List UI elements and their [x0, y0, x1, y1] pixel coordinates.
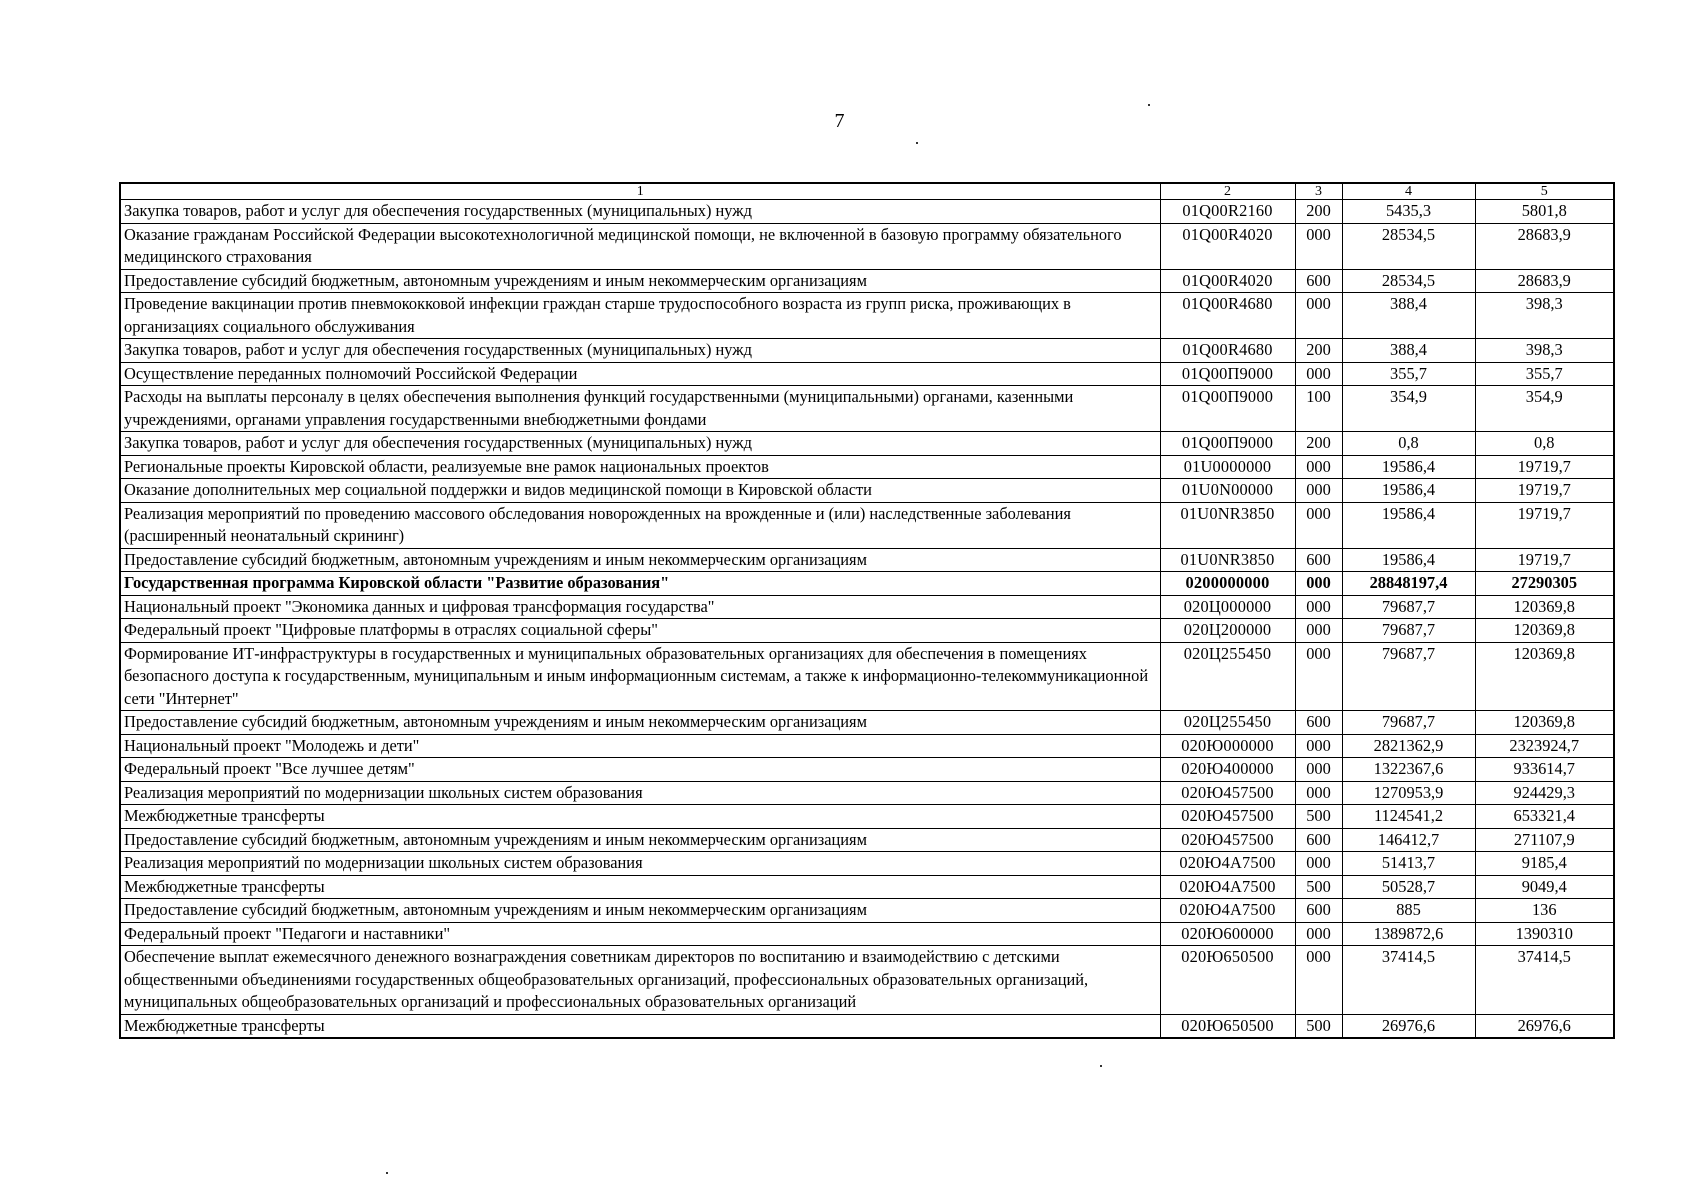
table-row: [120, 293, 1614, 339]
amount-year-2-cell: 19719,7: [1475, 502, 1614, 548]
header-cell-5: 5: [1475, 183, 1614, 200]
amount-year-1-cell: 2821362,9: [1342, 734, 1475, 758]
table-row: [120, 339, 1614, 363]
table-row: [120, 1014, 1614, 1038]
table-row: [120, 781, 1614, 805]
expense-type-code-cell: 000: [1295, 223, 1342, 269]
scan-speck: [1148, 104, 1150, 106]
row-name-cell: Предоставление субсидий бюджетным, автономным учреждениям и иным некоммерческим организациям: [120, 828, 1160, 852]
table-row: [120, 642, 1614, 711]
expense-type-code-cell: 100: [1295, 386, 1342, 432]
target-article-code-cell: 01Q00R2160: [1160, 200, 1295, 224]
amount-year-2-cell: 120369,8: [1475, 619, 1614, 643]
amount-year-1-cell: 19586,4: [1342, 455, 1475, 479]
amount-year-2-cell: 28683,9: [1475, 269, 1614, 293]
row-name-cell: Реализация мероприятий по модернизации школьных систем образования: [120, 852, 1160, 876]
table-row: [120, 200, 1614, 224]
target-article-code-cell: 01U0NR3850: [1160, 548, 1295, 572]
expense-type-code-cell: 000: [1295, 595, 1342, 619]
target-article-code-cell: 020Ю650500: [1160, 1014, 1295, 1038]
amount-year-2-cell: 355,7: [1475, 362, 1614, 386]
expense-type-code-cell: 600: [1295, 828, 1342, 852]
row-name-cell: Национальный проект "Экономика данных и цифровая трансформация государства": [120, 595, 1160, 619]
table-row: [120, 362, 1614, 386]
row-name-cell: Федеральный проект "Педагоги и наставники": [120, 922, 1160, 946]
amount-year-1-cell: 19586,4: [1342, 548, 1475, 572]
amount-year-2-cell: 271107,9: [1475, 828, 1614, 852]
amount-year-1-cell: 388,4: [1342, 293, 1475, 339]
target-article-code-cell: 0200000000: [1160, 572, 1295, 596]
amount-year-2-cell: 19719,7: [1475, 455, 1614, 479]
table-row: [120, 734, 1614, 758]
table-row: [120, 269, 1614, 293]
target-article-code-cell: 020Ю4А7500: [1160, 852, 1295, 876]
row-name-cell: Оказание гражданам Российской Федерации высокотехнологичной медицинской помощи, не включенной в базовую программу обязательного медицинского страхования: [120, 223, 1160, 269]
target-article-code-cell: 01Q00R4020: [1160, 269, 1295, 293]
target-article-code-cell: 020Ю000000: [1160, 734, 1295, 758]
amount-year-2-cell: 2323924,7: [1475, 734, 1614, 758]
table-row: [120, 432, 1614, 456]
table-row: [120, 852, 1614, 876]
amount-year-1-cell: 1270953,9: [1342, 781, 1475, 805]
expense-type-code-cell: 600: [1295, 269, 1342, 293]
table-row: [120, 875, 1614, 899]
row-name-cell: Проведение вакцинации против пневмококковой инфекции граждан старше трудоспособного возраста из групп риска, проживающих в организациях социального обслуживания: [120, 293, 1160, 339]
row-name-cell: Государственная программа Кировской области "Развитие образования": [120, 572, 1160, 596]
row-name-cell: Федеральный проект "Все лучшее детям": [120, 758, 1160, 782]
target-article-code-cell: 01Q00П9000: [1160, 362, 1295, 386]
expense-type-code-cell: 600: [1295, 548, 1342, 572]
amount-year-1-cell: 28848197,4: [1342, 572, 1475, 596]
amount-year-1-cell: 885: [1342, 899, 1475, 923]
amount-year-2-cell: 136: [1475, 899, 1614, 923]
amount-year-2-cell: 924429,3: [1475, 781, 1614, 805]
header-cell-1: 1: [120, 183, 1160, 200]
row-name-cell: Оказание дополнительных мер социальной поддержки и видов медицинской помощи в Кировской области: [120, 479, 1160, 503]
header-cell-3: 3: [1295, 183, 1342, 200]
table-row: [120, 946, 1614, 1015]
expense-type-code-cell: 200: [1295, 432, 1342, 456]
target-article-code-cell: 020Ю4А7500: [1160, 875, 1295, 899]
table-row: [120, 922, 1614, 946]
row-name-cell: Реализация мероприятий по модернизации школьных систем образования: [120, 781, 1160, 805]
expense-type-code-cell: 000: [1295, 852, 1342, 876]
table-row: [120, 386, 1614, 432]
scan-speck: [916, 142, 918, 144]
row-name-cell: Межбюджетные трансферты: [120, 805, 1160, 829]
amount-year-1-cell: 19586,4: [1342, 479, 1475, 503]
row-name-cell: Межбюджетные трансферты: [120, 875, 1160, 899]
expense-type-code-cell: 000: [1295, 642, 1342, 711]
row-name-cell: Региональные проекты Кировской области, реализуемые вне рамок национальных проектов: [120, 455, 1160, 479]
expense-type-code-cell: 000: [1295, 502, 1342, 548]
expense-type-code-cell: 500: [1295, 805, 1342, 829]
page-number: 7: [834, 110, 845, 132]
amount-year-2-cell: 120369,8: [1475, 711, 1614, 735]
amount-year-2-cell: 5801,8: [1475, 200, 1614, 224]
table-row: [120, 502, 1614, 548]
table-row: [120, 479, 1614, 503]
amount-year-1-cell: 79687,7: [1342, 711, 1475, 735]
target-article-code-cell: 01U0000000: [1160, 455, 1295, 479]
target-article-code-cell: 01U0N00000: [1160, 479, 1295, 503]
amount-year-1-cell: 1322367,6: [1342, 758, 1475, 782]
expense-type-code-cell: 500: [1295, 875, 1342, 899]
amount-year-1-cell: 146412,7: [1342, 828, 1475, 852]
row-name-cell: Формирование ИТ-инфраструктуры в государственных и муниципальных образовательных организациях для обеспечения в помещениях безопасного доступа к государственным, муниципальным и иным информационным системам, а также к информационно-телекоммуникационной сети "Интернет": [120, 642, 1160, 711]
target-article-code-cell: 020Ю457500: [1160, 781, 1295, 805]
target-article-code-cell: 01Q00R4680: [1160, 339, 1295, 363]
amount-year-1-cell: 1389872,6: [1342, 922, 1475, 946]
table-row: [120, 548, 1614, 572]
amount-year-2-cell: 37414,5: [1475, 946, 1614, 1015]
amount-year-1-cell: 355,7: [1342, 362, 1475, 386]
expense-type-code-cell: 600: [1295, 899, 1342, 923]
amount-year-1-cell: 28534,5: [1342, 269, 1475, 293]
expense-type-code-cell: 000: [1295, 758, 1342, 782]
expense-type-code-cell: 000: [1295, 455, 1342, 479]
amount-year-2-cell: 120369,8: [1475, 595, 1614, 619]
amount-year-2-cell: 1390310: [1475, 922, 1614, 946]
target-article-code-cell: 020Ц255450: [1160, 711, 1295, 735]
amount-year-2-cell: 26976,6: [1475, 1014, 1614, 1038]
amount-year-2-cell: 398,3: [1475, 339, 1614, 363]
table-row: [120, 572, 1614, 596]
row-name-cell: Федеральный проект "Цифровые платформы в отраслях социальной сферы": [120, 619, 1160, 643]
row-name-cell: Осуществление переданных полномочий Российской Федерации: [120, 362, 1160, 386]
amount-year-1-cell: 51413,7: [1342, 852, 1475, 876]
target-article-code-cell: 020Ю650500: [1160, 946, 1295, 1015]
row-name-cell: Расходы на выплаты персоналу в целях обеспечения выполнения функций государственными (муниципальными) органами, казенными учреждениями, органами управления государственными внебюджетными фондами: [120, 386, 1160, 432]
expense-type-code-cell: 200: [1295, 200, 1342, 224]
row-name-cell: Обеспечение выплат ежемесячного денежного вознаграждения советникам директоров по воспитанию и взаимодействию с детскими общественными объединениями государственных общеобразовательных организаций, профессиональных образовательных организаций, муниципальных общеобразовательных организаций и профессиональных образовательных организаций: [120, 946, 1160, 1015]
amount-year-2-cell: 27290305: [1475, 572, 1614, 596]
amount-year-2-cell: 933614,7: [1475, 758, 1614, 782]
amount-year-1-cell: 354,9: [1342, 386, 1475, 432]
amount-year-1-cell: 50528,7: [1342, 875, 1475, 899]
table-row: [120, 828, 1614, 852]
row-name-cell: Закупка товаров, работ и услуг для обеспечения государственных (муниципальных) нужд: [120, 339, 1160, 363]
amount-year-2-cell: 19719,7: [1475, 548, 1614, 572]
row-name-cell: Закупка товаров, работ и услуг для обеспечения государственных (муниципальных) нужд: [120, 200, 1160, 224]
table-row: [120, 758, 1614, 782]
table-row: [120, 805, 1614, 829]
amount-year-1-cell: 1124541,2: [1342, 805, 1475, 829]
expense-type-code-cell: 000: [1295, 479, 1342, 503]
expense-type-code-cell: 000: [1295, 734, 1342, 758]
target-article-code-cell: 020Ю4А7500: [1160, 899, 1295, 923]
amount-year-1-cell: 28534,5: [1342, 223, 1475, 269]
amount-year-1-cell: 37414,5: [1342, 946, 1475, 1015]
amount-year-1-cell: 79687,7: [1342, 595, 1475, 619]
expense-type-code-cell: 000: [1295, 922, 1342, 946]
amount-year-1-cell: 19586,4: [1342, 502, 1475, 548]
table-body: [120, 200, 1614, 1039]
expense-type-code-cell: 000: [1295, 572, 1342, 596]
target-article-code-cell: 01Q00R4680: [1160, 293, 1295, 339]
row-name-cell: Предоставление субсидий бюджетным, автономным учреждениям и иным некоммерческим организациям: [120, 548, 1160, 572]
header-cell-2: 2: [1160, 183, 1295, 200]
amount-year-2-cell: 9185,4: [1475, 852, 1614, 876]
amount-year-2-cell: 19719,7: [1475, 479, 1614, 503]
expense-type-code-cell: 600: [1295, 711, 1342, 735]
expense-type-code-cell: 000: [1295, 362, 1342, 386]
expense-type-code-cell: 000: [1295, 781, 1342, 805]
target-article-code-cell: 01Q00R4020: [1160, 223, 1295, 269]
target-article-code-cell: 020Ю400000: [1160, 758, 1295, 782]
target-article-code-cell: 020Ю457500: [1160, 805, 1295, 829]
target-article-code-cell: 020Ю457500: [1160, 828, 1295, 852]
amount-year-2-cell: 28683,9: [1475, 223, 1614, 269]
expense-type-code-cell: 000: [1295, 293, 1342, 339]
row-name-cell: Межбюджетные трансферты: [120, 1014, 1160, 1038]
row-name-cell: Предоставление субсидий бюджетным, автономным учреждениям и иным некоммерческим организациям: [120, 711, 1160, 735]
table-row: [120, 595, 1614, 619]
amount-year-2-cell: 120369,8: [1475, 642, 1614, 711]
target-article-code-cell: 01Q00П9000: [1160, 386, 1295, 432]
amount-year-2-cell: 354,9: [1475, 386, 1614, 432]
row-name-cell: Закупка товаров, работ и услуг для обеспечения государственных (муниципальных) нужд: [120, 432, 1160, 456]
amount-year-2-cell: 9049,4: [1475, 875, 1614, 899]
amount-year-1-cell: 5435,3: [1342, 200, 1475, 224]
table-row: [120, 455, 1614, 479]
expense-type-code-cell: 000: [1295, 946, 1342, 1015]
target-article-code-cell: 020Ц255450: [1160, 642, 1295, 711]
row-name-cell: Предоставление субсидий бюджетным, автономным учреждениям и иным некоммерческим организациям: [120, 269, 1160, 293]
header-row: [120, 183, 1614, 200]
target-article-code-cell: 01Q00П9000: [1160, 432, 1295, 456]
amount-year-2-cell: 398,3: [1475, 293, 1614, 339]
row-name-cell: Реализация мероприятий по проведению массового обследования новорожденных на врожденные и (или) наследственные заболевания (расширенный неонатальный скрининг): [120, 502, 1160, 548]
row-name-cell: Предоставление субсидий бюджетным, автономным учреждениям и иным некоммерческим организациям: [120, 899, 1160, 923]
target-article-code-cell: 020Ц200000: [1160, 619, 1295, 643]
table-row: [120, 711, 1614, 735]
target-article-code-cell: 020Ю600000: [1160, 922, 1295, 946]
amount-year-1-cell: 0,8: [1342, 432, 1475, 456]
table-row: [120, 619, 1614, 643]
expense-type-code-cell: 200: [1295, 339, 1342, 363]
amount-year-1-cell: 79687,7: [1342, 642, 1475, 711]
amount-year-2-cell: 653321,4: [1475, 805, 1614, 829]
table-row: [120, 899, 1614, 923]
expense-type-code-cell: 000: [1295, 619, 1342, 643]
amount-year-1-cell: 79687,7: [1342, 619, 1475, 643]
amount-year-2-cell: 0,8: [1475, 432, 1614, 456]
header-cell-4: 4: [1342, 183, 1475, 200]
scan-speck: [1100, 1065, 1102, 1067]
scan-speck: [386, 1172, 388, 1174]
row-name-cell: Национальный проект "Молодежь и дети": [120, 734, 1160, 758]
expense-type-code-cell: 500: [1295, 1014, 1342, 1038]
table-row: [120, 223, 1614, 269]
budget-table: [119, 182, 1615, 1039]
amount-year-1-cell: 26976,6: [1342, 1014, 1475, 1038]
target-article-code-cell: 020Ц000000: [1160, 595, 1295, 619]
target-article-code-cell: 01U0NR3850: [1160, 502, 1295, 548]
amount-year-1-cell: 388,4: [1342, 339, 1475, 363]
